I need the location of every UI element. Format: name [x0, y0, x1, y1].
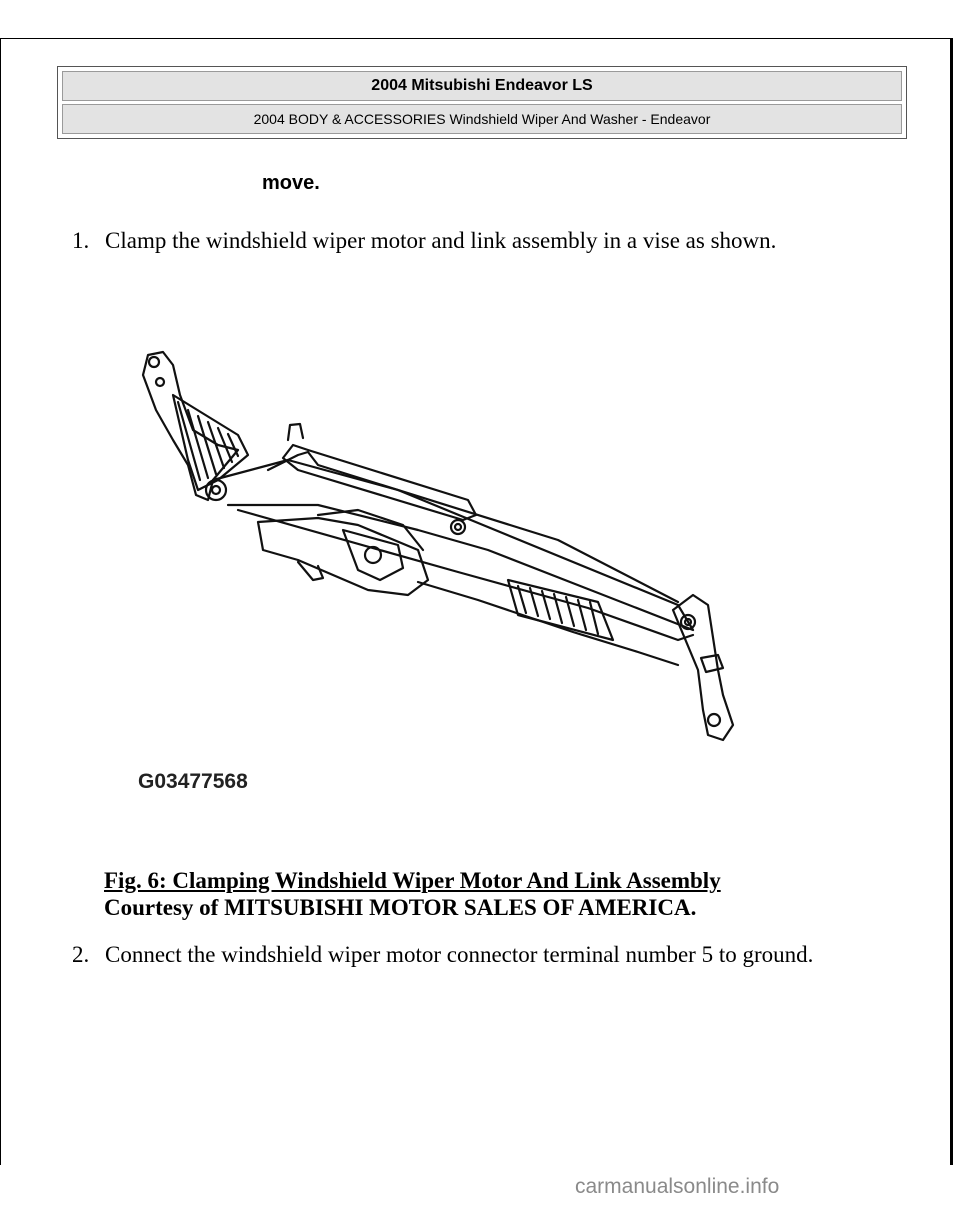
figure-code: G03477568	[138, 770, 248, 793]
header-title: 2004 Mitsubishi Endeavor LS	[62, 71, 902, 101]
figure-caption: Fig. 6: Clamping Windshield Wiper Motor And Link Assembly	[104, 868, 721, 893]
step-text: Connect the windshield wiper motor connector terminal number 5 to ground.	[105, 942, 814, 967]
wiper-motor-link-drawing	[118, 340, 753, 800]
step-1	[72, 228, 776, 254]
wiper-assembly-figure	[118, 340, 753, 800]
figure-courtesy: Courtesy of MITSUBISHI MOTOR SALES OF AMERICA.	[104, 895, 697, 920]
page-border-top	[0, 38, 952, 39]
page-border-right	[950, 38, 953, 1165]
step-2	[72, 942, 813, 968]
site-watermark: carmanualsonline.info	[575, 1175, 780, 1198]
step-number: 2.	[72, 942, 90, 967]
header-subtitle: 2004 BODY & ACCESSORIES Windshield Wiper And Washer - Endeavor	[62, 104, 902, 134]
step-text: Clamp the windshield wiper motor and link assembly in a vise as shown.	[105, 228, 777, 253]
step-number: 1.	[72, 228, 90, 253]
document-header	[57, 66, 907, 139]
continued-text: move.	[262, 172, 320, 194]
page-border-left	[0, 38, 1, 1165]
